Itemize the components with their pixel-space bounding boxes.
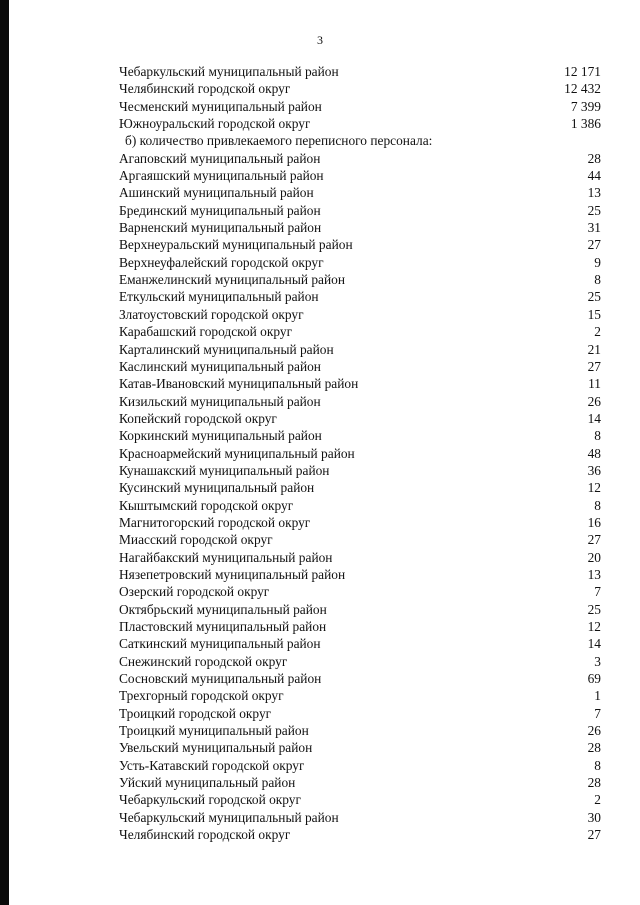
- list-row: [119, 618, 601, 635]
- page-number: 3: [317, 33, 323, 47]
- district-name: Нязепетровский муниципальный район: [119, 566, 346, 582]
- list-row: [119, 393, 601, 410]
- district-value: 2: [594, 324, 601, 340]
- district-value: 13: [587, 566, 601, 582]
- district-name: Уйский муниципальный район: [119, 775, 296, 791]
- district-value: 21: [587, 341, 601, 357]
- section-b-heading: б) количество привлекаемого переписного персонала:: [125, 133, 433, 149]
- list-row: [119, 653, 601, 670]
- district-value: 36: [587, 462, 601, 478]
- district-name: Аргаяшский муниципальный район: [119, 168, 324, 184]
- district-name: Нагайбакский муниципальный район: [119, 549, 333, 565]
- district-name: Пластовский муниципальный район: [119, 619, 327, 634]
- list-row: [119, 98, 601, 115]
- district-value: 26: [587, 393, 601, 409]
- list-row: [119, 80, 601, 97]
- list-row: [119, 809, 601, 826]
- district-value: 27: [587, 827, 601, 843]
- district-name: Южноуральский городской округ: [119, 116, 311, 132]
- list-row: [119, 601, 601, 618]
- list-row: [119, 583, 601, 600]
- district-name: Увельский муниципальный район: [119, 740, 313, 756]
- district-value: 12: [587, 480, 601, 496]
- district-value: 1 386: [570, 116, 601, 132]
- district-name: Челябинский городской округ: [119, 81, 291, 97]
- list-row: [119, 757, 601, 774]
- list-row: [119, 150, 601, 167]
- list-row: [119, 549, 601, 566]
- district-name: Кунашакский муниципальный район: [119, 462, 330, 478]
- district-name: Челябинский городской округ: [119, 827, 291, 843]
- district-value: 13: [587, 185, 601, 201]
- list-row: [119, 826, 601, 843]
- list-b: [119, 150, 601, 844]
- district-name: Коркинский муниципальный район: [119, 428, 322, 444]
- district-value: 11: [588, 376, 601, 392]
- district-value: 30: [587, 809, 601, 825]
- district-name: Карабашский городской округ: [119, 324, 293, 340]
- district-value: 28: [587, 150, 601, 166]
- district-name: Златоустовский городской округ: [119, 306, 304, 322]
- list-row: [119, 271, 601, 288]
- list-row: [119, 167, 601, 184]
- district-name: Кусинский муниципальный район: [119, 480, 315, 496]
- district-name: Усть-Катавский городской округ: [119, 757, 305, 773]
- list-row: [119, 531, 601, 548]
- district-value: 14: [587, 410, 601, 426]
- district-value: 7: [594, 705, 601, 721]
- list-row: [119, 341, 601, 358]
- district-name: Еманжелинский муниципальный район: [119, 272, 346, 288]
- list-row: [119, 375, 601, 392]
- district-name: Варненский муниципальный район: [119, 220, 322, 236]
- district-value: 31: [587, 220, 601, 236]
- district-name: Магнитогорский городской округ: [119, 514, 311, 530]
- list-row: [119, 445, 601, 462]
- district-name: Агаповский муниципальный район: [119, 150, 321, 166]
- list-row: [119, 514, 601, 531]
- list-row: [119, 288, 601, 305]
- district-value: 8: [594, 428, 601, 444]
- scan-edge-bar: [0, 0, 9, 905]
- district-value: 7: [594, 584, 601, 600]
- district-name: Чебаркульский муниципальный район: [119, 809, 339, 825]
- list-row: [119, 705, 601, 722]
- list-row: [119, 254, 601, 271]
- district-value: 12 171: [564, 64, 601, 79]
- district-name: Катав-Ивановский муниципальный район: [119, 376, 359, 392]
- district-value: 27: [587, 237, 601, 253]
- district-value: 48: [587, 445, 601, 461]
- district-name: Карталинский муниципальный район: [119, 341, 334, 357]
- district-value: 25: [587, 601, 601, 617]
- district-name: Озерский городской округ: [119, 584, 270, 600]
- district-name: Чесменский муниципальный район: [119, 98, 322, 114]
- district-name: Копейский городской округ: [119, 410, 277, 426]
- district-value: 2: [594, 792, 601, 808]
- district-name: Каслинский муниципальный район: [119, 358, 321, 374]
- list-row: [119, 462, 601, 479]
- list-row: [119, 427, 601, 444]
- list-row: [119, 184, 601, 201]
- district-value: 26: [587, 723, 601, 739]
- district-value: 28: [587, 775, 601, 791]
- district-value: 20: [587, 549, 601, 565]
- list-row: [119, 323, 601, 340]
- district-name: Брединский муниципальный район: [119, 202, 321, 218]
- list-row: [119, 687, 601, 704]
- list-row: [119, 566, 601, 583]
- list-a: [119, 63, 601, 132]
- list-row: [119, 670, 601, 687]
- district-value: 44: [587, 168, 601, 184]
- list-row: [119, 63, 601, 80]
- district-name: Саткинский муниципальный район: [119, 636, 321, 652]
- list-row: [119, 497, 601, 514]
- district-value: 25: [587, 202, 601, 218]
- list-row: [119, 115, 601, 132]
- district-name: Кыштымский городской округ: [119, 497, 294, 513]
- district-value: 12: [587, 619, 601, 634]
- district-value: 14: [587, 636, 601, 652]
- list-row: [119, 219, 601, 236]
- district-name: Троицкий муниципальный район: [119, 723, 309, 739]
- district-value: 25: [587, 289, 601, 305]
- list-row: [119, 479, 601, 496]
- list-row: [119, 358, 601, 375]
- list-row: [119, 635, 601, 652]
- list-row: [119, 739, 601, 756]
- district-value: 3: [594, 653, 601, 669]
- district-name: Ашинский муниципальный район: [119, 185, 314, 201]
- district-name: Красноармейский муниципальный район: [119, 445, 355, 461]
- district-value: 8: [594, 497, 601, 513]
- list-row: [119, 791, 601, 808]
- district-name: Миасский городской округ: [119, 532, 273, 548]
- district-value: 27: [587, 532, 601, 548]
- district-name: Верхнеуфалейский городской округ: [119, 254, 324, 270]
- district-value: 9: [594, 254, 601, 270]
- list-row: [119, 236, 601, 253]
- list-row: [119, 202, 601, 219]
- district-value: 1: [594, 688, 601, 704]
- district-value: 15: [587, 306, 601, 322]
- district-value: 12 432: [564, 81, 601, 97]
- district-value: 69: [587, 671, 601, 687]
- district-name: Октябрьский муниципальный район: [119, 601, 327, 617]
- district-name: Чебаркульский муниципальный район: [119, 64, 339, 79]
- district-value: 8: [594, 272, 601, 288]
- district-name: Кизильский муниципальный район: [119, 393, 321, 409]
- district-name: Верхнеуральский муниципальный район: [119, 237, 353, 253]
- district-value: 16: [587, 514, 601, 530]
- list-row: [119, 774, 601, 791]
- district-name: Чебаркульский городской округ: [119, 792, 301, 808]
- district-name: Еткульский муниципальный район: [119, 289, 319, 305]
- district-name: Трехгорный городской округ: [119, 688, 284, 704]
- district-value: 28: [587, 740, 601, 756]
- list-row: [119, 306, 601, 323]
- district-name: Снежинский городской округ: [119, 653, 288, 669]
- district-value: 8: [594, 757, 601, 773]
- district-name: Троицкий городской округ: [119, 705, 272, 721]
- list-row: [119, 410, 601, 427]
- district-value: 27: [587, 358, 601, 374]
- district-name: Сосновский муниципальный район: [119, 671, 322, 687]
- district-value: 7 399: [570, 98, 601, 114]
- document-body: [119, 63, 601, 843]
- list-row: [119, 722, 601, 739]
